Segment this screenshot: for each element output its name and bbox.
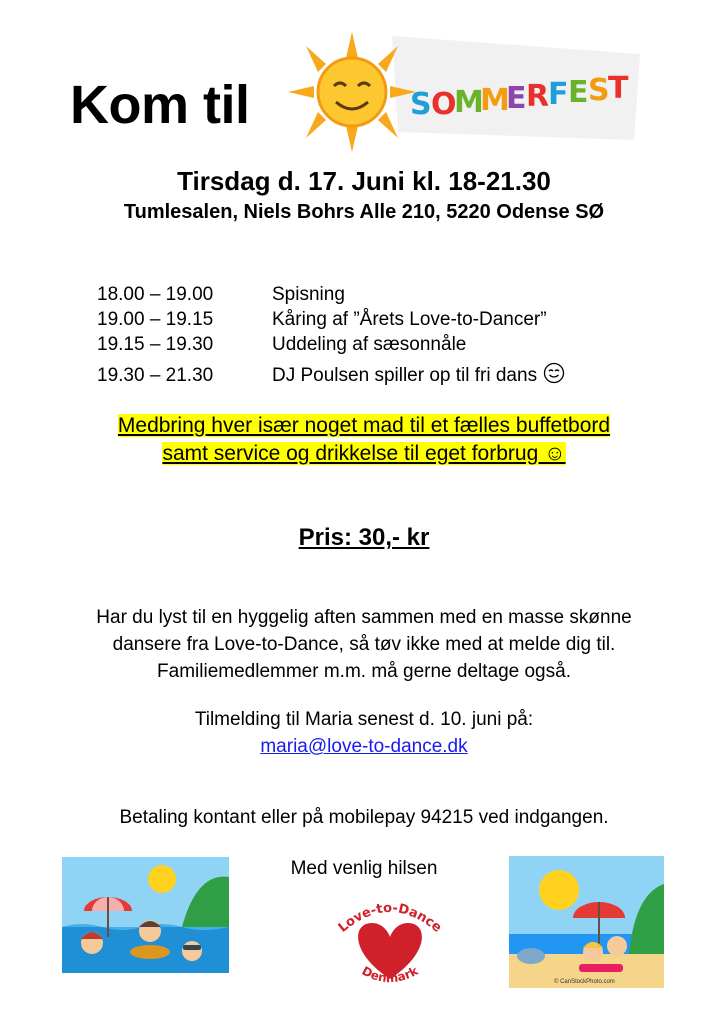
program-row — [97, 309, 547, 331]
svg-text:S: S — [588, 73, 610, 108]
svg-text:M: M — [480, 83, 510, 118]
svg-text:E: E — [568, 75, 589, 110]
program-time: 19.00 – 19.15 — [97, 309, 214, 330]
beach-kids-illustration-right — [509, 856, 664, 988]
sommerfest-banner — [282, 28, 642, 156]
logo-top-text: Love-to-Dance — [335, 900, 445, 936]
program-time: 18.00 – 19.00 — [97, 284, 214, 305]
svg-text:Love-to-Dance — [336, 901, 445, 936]
program-row — [97, 362, 565, 387]
svg-text:T: T — [608, 71, 629, 106]
beach-kids-illustration-left — [62, 857, 229, 973]
invitation-line: Har du lyst til en hyggelig aften sammen med en masse skønne — [96, 607, 632, 628]
image-credit: © CanStockPhoto.com — [554, 979, 615, 985]
love-to-dance-logo — [330, 893, 450, 993]
program-activity: DJ Poulsen spiller op til fri dans — [272, 365, 538, 386]
program-activity: Kåring af ”Årets Love-to-Dancer” — [272, 309, 547, 330]
event-date: Tirsdag d. 17. Juni kl. 18-21.30 — [177, 166, 551, 196]
price-label: Pris: 30,- kr — [298, 524, 430, 551]
invitation-text — [0, 604, 728, 685]
program-row — [97, 284, 345, 306]
winking-smiley-icon — [543, 362, 565, 384]
registration-block — [0, 706, 728, 760]
payment-info: Betaling kontant eller på mobilepay 94215 ved indgangen. — [119, 807, 609, 828]
closing-greeting: Med venlig hilsen — [290, 858, 438, 879]
registration-email-link[interactable]: maria@love-to-dance.dk — [260, 736, 468, 757]
logo-bottom-text: Denmark — [359, 963, 421, 986]
svg-text:O: O — [431, 87, 457, 122]
program-activity: Uddeling af sæsonnåle — [272, 334, 467, 355]
page-title: Kom til — [70, 75, 250, 135]
svg-text:M: M — [454, 85, 484, 120]
event-address: Tumlesalen, Niels Bohrs Alle 210, 5220 Odense SØ — [123, 201, 605, 223]
bring-food-notice — [0, 412, 728, 468]
invitation-line: Familiemedlemmer m.m. må gerne deltage også. — [157, 661, 571, 682]
svg-text:F: F — [548, 77, 569, 112]
notice-line: samt service og drikkelse til eget forbrug ☺ — [162, 442, 566, 465]
program-time: 19.15 – 19.30 — [97, 334, 214, 355]
program-activity: Spisning — [272, 284, 345, 305]
program-row — [97, 334, 466, 356]
program-time: 19.30 – 21.30 — [97, 365, 214, 386]
registration-text: Tilmelding til Maria senest d. 10. juni på: — [194, 709, 534, 730]
svg-text:R: R — [526, 79, 550, 114]
svg-text:E: E — [506, 81, 527, 116]
notice-line: Medbring hver især noget mad til et fælles buffetbord — [117, 414, 611, 437]
invitation-line: dansere fra Love-to-Dance, så tøv ikke med at melde dig til. — [112, 634, 616, 655]
svg-text:S: S — [410, 87, 432, 122]
